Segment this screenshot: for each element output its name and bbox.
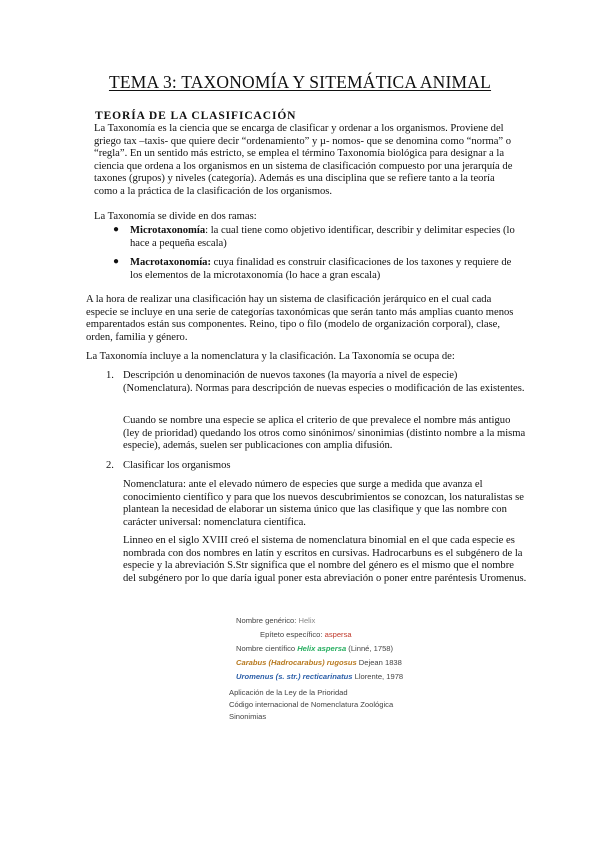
figure-note: Sinonimias <box>229 712 267 721</box>
priority-paragraph: Cuando se nombre una especie se aplica el criterio de que prevalece el nombre más antiguo (ley de prioridad) quedando los otros como sinónimos/ sinonimias (distinto nombre a la misma especie), además, suelen ser publicaciones con amplia difusión. <box>123 415 526 452</box>
bullet-icon: ● <box>113 224 120 235</box>
section-heading: TEORÍA DE LA CLASIFICACIÓN <box>95 110 297 122</box>
figure-generic-value: Helix <box>298 616 316 625</box>
figure-carabus-value: Carabus (Hadrocarabus) rugosus <box>236 658 357 667</box>
figure-uromenus: Uromenus (s. str.) recticarinatus Llorente, 1978 <box>236 672 404 681</box>
figure-scientific: Nombre científico Helix aspersa (Linné, 1758) <box>236 644 394 653</box>
branch-term: Microtaxonomía <box>130 225 206 236</box>
hierarchy-paragraph: A la hora de realizar una clasificación hay un sistema de clasificación jerárquico en el cual cada especie se incluye en una serie de categorías taxonómicas que serán tanto más amplias cuanto menos emparentados están sus componentes. Reino, tipo o filo (modelo de organización corporal), clase, orden, familia y género. <box>86 294 514 343</box>
nomenclature-paragraph: Nomenclatura: ante el elevado número de especies que surge a medida que avanza el conocimiento científico y para que los nuevos descubrimientos se conozcan, los naturalistas se plantean la necesidad de elaborar un sistema único que las clasifique y que las nombre con carácter universal: nomenclatura científica. <box>123 479 524 528</box>
page-title: TEMA 3: TAXONOMÍA Y SITEMÁTICA ANIMAL <box>108 72 492 92</box>
figure-scientific-value: Helix aspersa <box>297 644 347 653</box>
bullet-icon: ● <box>113 256 120 267</box>
figure-epithet: Epíteto específico: aspersa <box>260 630 352 639</box>
figure-note: Código internacional de Nomenclatura Zoológica <box>229 700 394 709</box>
includes-text: La Taxonomía incluye a la nomenclatura y la clasificación. La Taxonomía se ocupa de: <box>86 351 455 362</box>
intro-paragraph: La Taxonomía es la ciencia que se encarga de clasificar y ordenar a los organismos. Proviene del griego tax –taxis- que quiere decir “ordenamiento” y µ- nomos- que se denomina como “norma” o “regla”. En un sentido más estricto, se emplea el término Taxonomía biológica para designar a la ciencia que ordena a los organismos en un sistema de clasificación compuesto por una jerarquía de taxones (grupos) y niveles (categoría). Además es una disciplina que se refiere tanto a la teoría como a la práctica de la clasificación de los organismos. <box>94 123 513 197</box>
item-number: 1. <box>106 370 114 381</box>
item-number: 2. <box>106 460 114 471</box>
divides-text: La Taxonomía se divide en dos ramas: <box>94 211 257 222</box>
branch-text: : la cual tiene como objetivo identificar, describir y delimitar especies (lo hace a pequeña escala) <box>130 225 515 249</box>
branch-micro <box>130 225 520 250</box>
figure-uromenus-value: Uromenus (s. str.) recticarinatus <box>236 672 353 681</box>
figure-generic: Nombre genérico: Helix <box>236 616 316 625</box>
figure-carabus: Carabus (Hadrocarabus) rugosus Dejean 1838 <box>236 658 402 667</box>
item-text: Descripción u denominación de nuevos taxones (la mayoría a nivel de especie) (Nomenclatura). Normas para descripción de nuevas especies o modificación de las existentes. <box>123 370 525 394</box>
branch-text: cuya finalidad es construir clasificaciones de los taxones y requiere de los elementos de la microtaxonomía (lo hace a gran escala) <box>130 257 512 281</box>
item-text: Clasificar los organismos <box>123 460 231 471</box>
branch-term: Macrotaxonomía: <box>130 257 212 268</box>
branch-macro <box>130 257 520 282</box>
figure-note: Aplicación de la Ley de la Prioridad <box>229 688 348 697</box>
linneo-paragraph: Linneo en el siglo XVIII creó el sistema de nomenclatura binomial en el que cada especie es nombrada con dos nombres en latín y escritos en cursivas. Hadrocarbuns es el subgénero de la especie y la abreviación S.Str significa que el nombre del género es el mismo que el nombre del subgénero por lo que daría igual poner esta abreviación o poner entre paréntesis Uromenus. <box>123 535 527 584</box>
figure-epithet-value: aspersa <box>324 630 352 639</box>
